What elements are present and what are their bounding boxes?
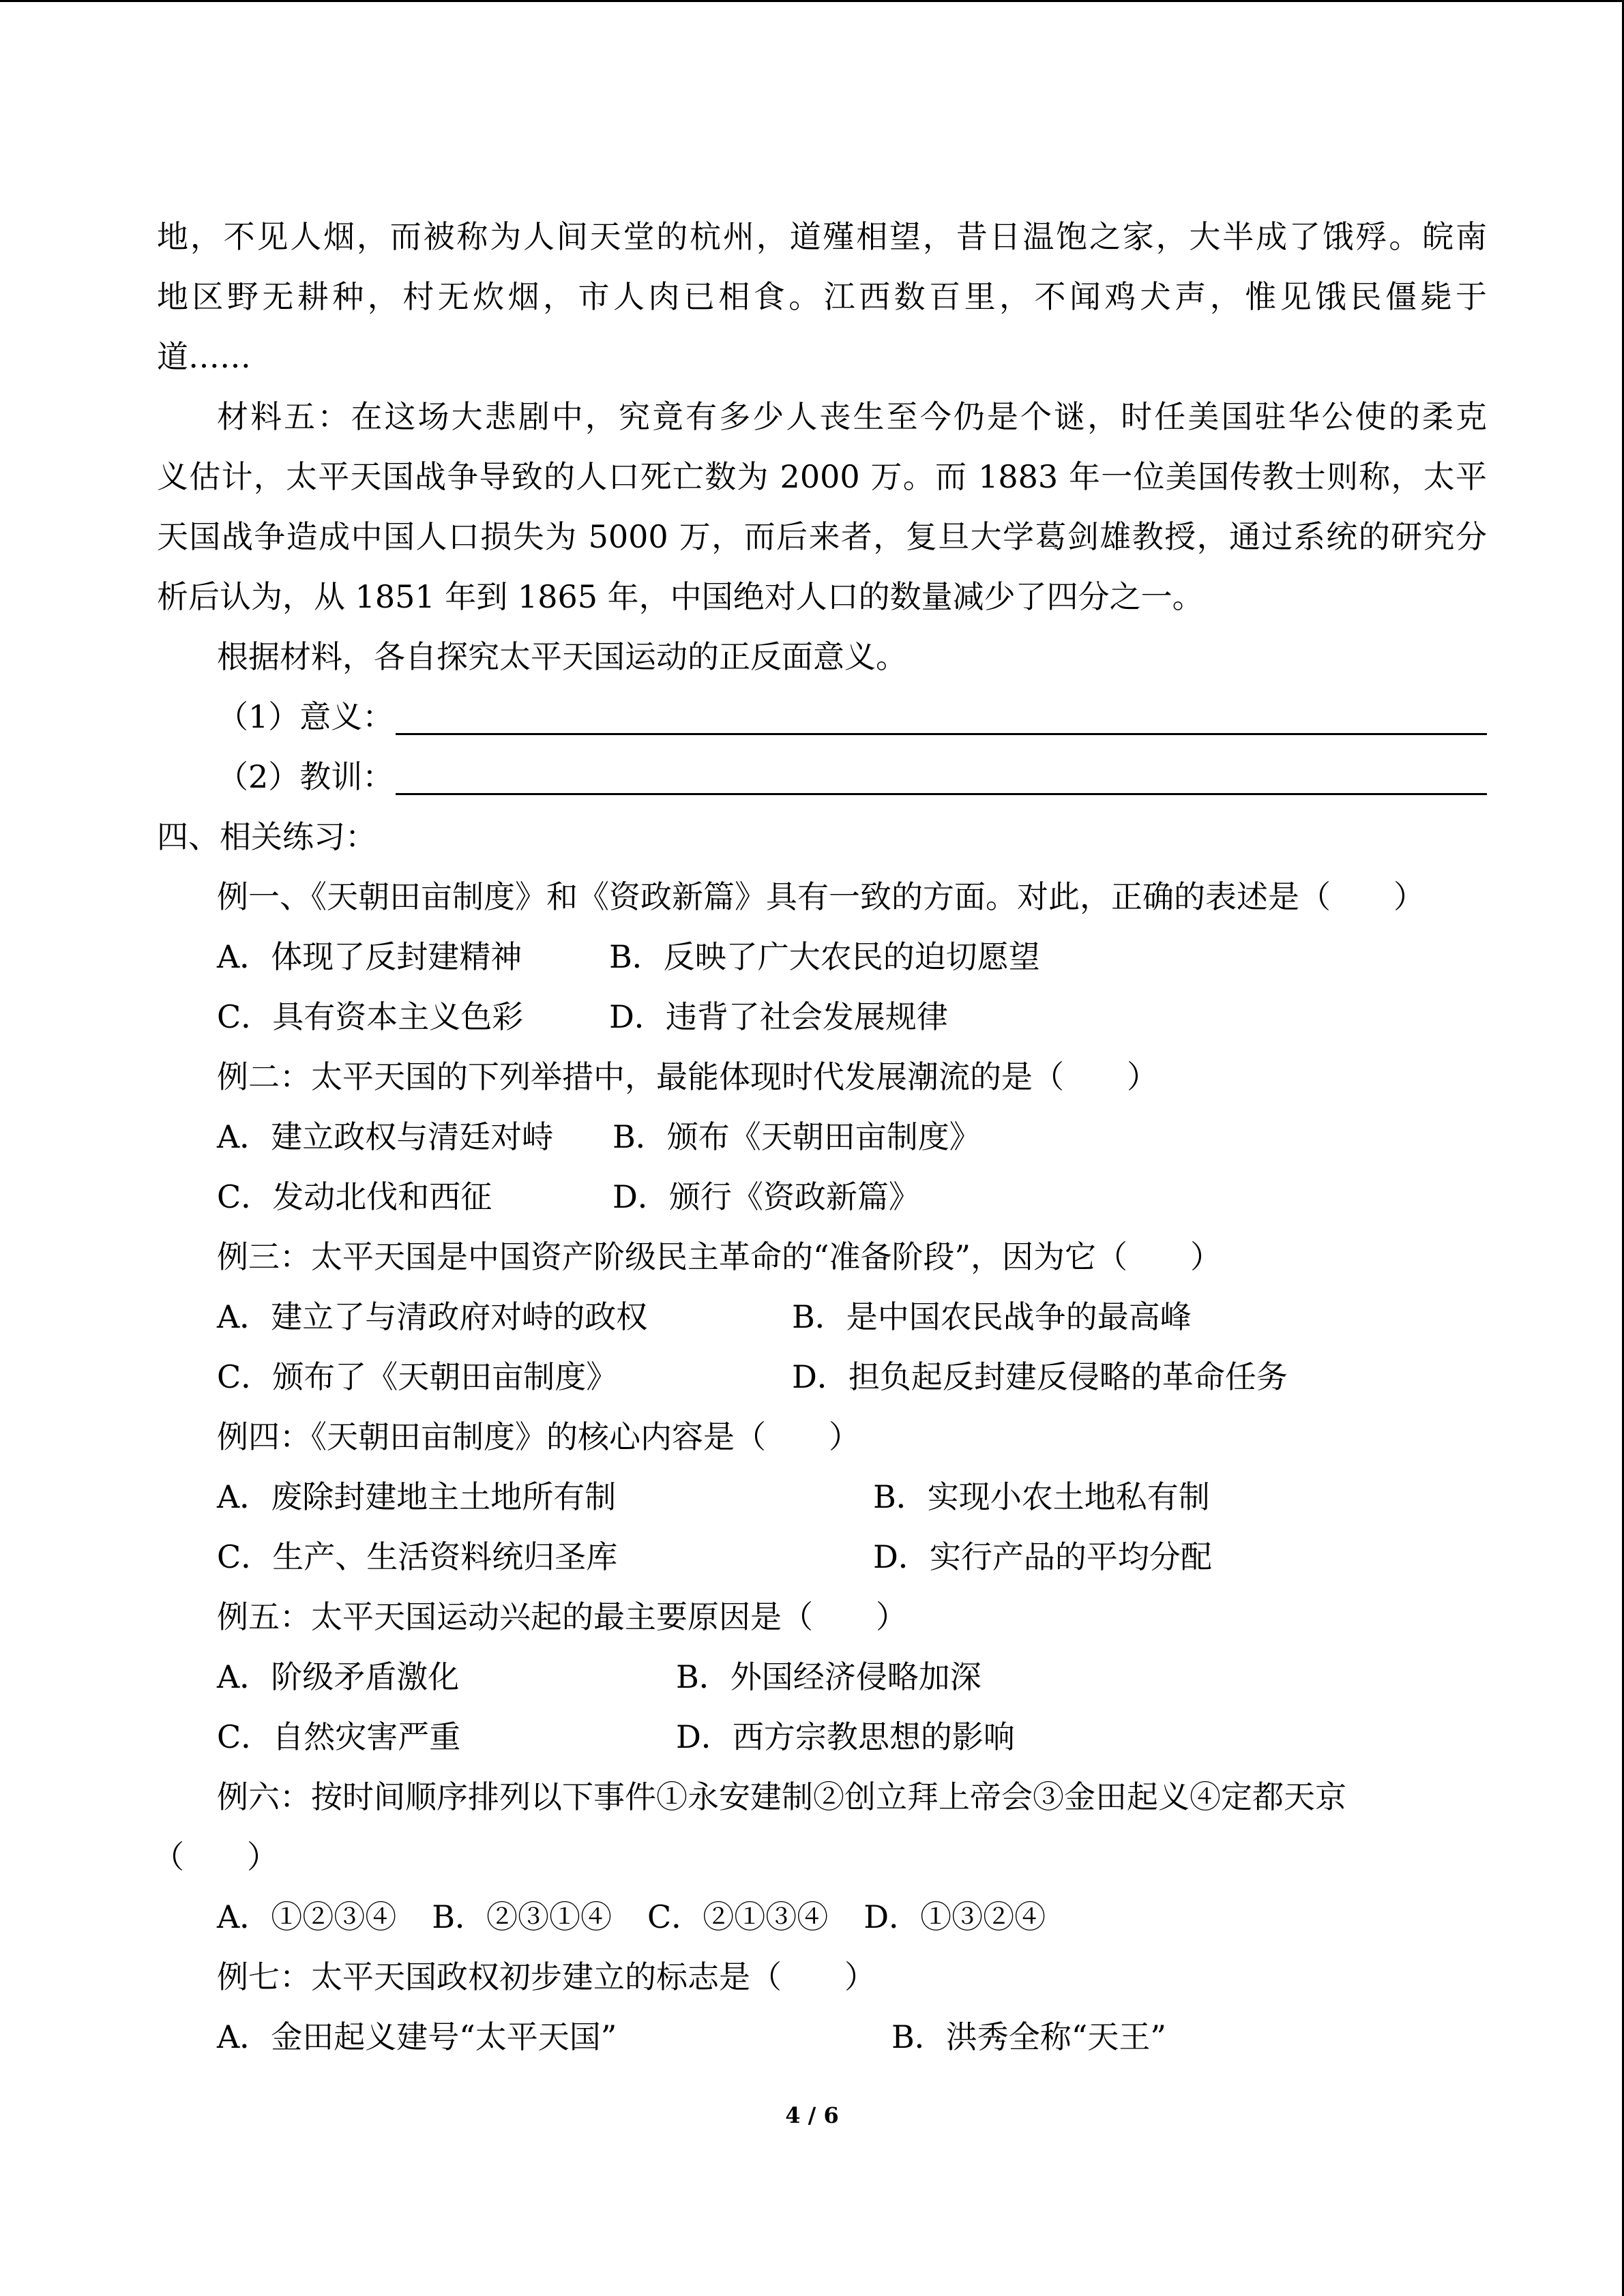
- option-b[interactable]: B．②③①④: [432, 1898, 612, 1935]
- material-five-line: 义估计，太平天国战争导致的人口死亡数为 2000 万。而 1883 年一位美国传教士则称，太平: [157, 458, 1487, 495]
- material-five-line: 析后认为，从 1851 年到 1865 年，中国绝对人口的数量减少了四分之一。: [157, 578, 1204, 615]
- option-c[interactable]: C．具有资本主义色彩: [217, 998, 524, 1035]
- option-c[interactable]: C．发动北伐和西征: [217, 1178, 492, 1215]
- option-b[interactable]: B．洪秀全称“天王”: [891, 2018, 1166, 2055]
- options-row: [157, 1707, 1487, 1767]
- options-row: [157, 1527, 1487, 1587]
- option-a[interactable]: A．废除封建地主土地所有制: [217, 1478, 617, 1515]
- task-instruction: 根据材料，各自探究太平天国运动的正反面意义。: [217, 638, 907, 675]
- question-stem: 例六：按时间顺序排列以下事件①永安建制②创立拜上帝会③金田起义④定都天京: [217, 1778, 1346, 1815]
- material-five-line: 天国战争造成中国人口损失为 5000 万，而后来者，复旦大学葛剑雄教授，通过系统的研究分: [157, 518, 1487, 555]
- options-row: [157, 1287, 1487, 1347]
- option-d[interactable]: D．西方宗教思想的影响: [676, 1718, 1015, 1755]
- options-row: [157, 1347, 1487, 1407]
- question-stem: 例四：《天朝田亩制度》的核心内容是（ ）: [217, 1418, 860, 1455]
- option-a[interactable]: A．①②③④: [217, 1898, 397, 1935]
- option-b[interactable]: B．是中国农民战争的最高峰: [792, 1298, 1192, 1335]
- option-d[interactable]: D．违背了社会发展规律: [609, 998, 948, 1035]
- option-c[interactable]: C．颁布了《天朝田亩制度》: [217, 1358, 618, 1395]
- answer-paren: （ ）: [153, 1838, 278, 1875]
- blank-label-significance: （1）意义：: [217, 698, 394, 735]
- paragraph-line: 道……: [157, 338, 251, 375]
- options-row: [157, 927, 1487, 987]
- question-stem: 例七：太平天国政权初步建立的标志是（ ）: [217, 1958, 876, 1995]
- paragraph-line: 地，不见人烟，而被称为人间天堂的杭州，道殣相望，昔日温饱之家，大半成了饿殍。皖南: [157, 218, 1487, 255]
- section-heading: 四、相关练习：: [157, 818, 377, 855]
- option-c[interactable]: C．②①③④: [647, 1898, 829, 1935]
- option-b[interactable]: B．外国经济侵略加深: [676, 1658, 981, 1695]
- option-c[interactable]: C．自然灾害严重: [217, 1718, 461, 1755]
- blank-label-lesson: （2）教训：: [217, 758, 394, 795]
- question-stem: 例二：太平天国的下列举措中，最能体现时代发展潮流的是（ ）: [217, 1058, 1158, 1095]
- option-b[interactable]: B．颁布《天朝田亩制度》: [612, 1118, 981, 1155]
- page-content: [153, 207, 1487, 2067]
- option-a[interactable]: A．建立政权与清廷对峙: [217, 1118, 554, 1155]
- options-row: [157, 1467, 1487, 1527]
- answer-underline[interactable]: [396, 793, 1487, 795]
- option-d[interactable]: D．①③②④: [863, 1898, 1046, 1935]
- option-d[interactable]: D．颁行《资政新篇》: [612, 1178, 920, 1215]
- option-c[interactable]: C．生产、生活资料统归圣库: [217, 1538, 618, 1575]
- option-a[interactable]: A．阶级矛盾激化: [217, 1658, 460, 1695]
- option-a[interactable]: A．建立了与清政府对峙的政权: [217, 1298, 648, 1335]
- options-row: [157, 1167, 1487, 1227]
- options-row: [157, 1647, 1487, 1707]
- option-a[interactable]: A．金田起义建号“太平天国”: [217, 2018, 617, 2055]
- option-a[interactable]: A．体现了反封建精神: [217, 938, 522, 975]
- option-d[interactable]: D．担负起反封建反侵略的革命任务: [792, 1358, 1288, 1395]
- question-stem: 例一、《天朝田亩制度》和《资政新篇》具有一致的方面。对此，正确的表述是（ ）: [217, 878, 1425, 915]
- option-d[interactable]: D．实行产品的平均分配: [873, 1538, 1212, 1575]
- answer-underline[interactable]: [396, 733, 1487, 735]
- answer-blank-significance[interactable]: [157, 687, 1487, 747]
- option-b[interactable]: B．实现小农土地私有制: [873, 1478, 1210, 1515]
- options-row: [157, 987, 1487, 1047]
- option-b[interactable]: B．反映了广大农民的迫切愿望: [609, 938, 1040, 975]
- page-number: 4 / 6: [785, 2102, 839, 2128]
- material-five-line: 材料五：在这场大悲剧中，究竟有多少人丧生至今仍是个谜，时任美国驻华公使的柔克: [217, 398, 1487, 435]
- options-row: [157, 1107, 1487, 1167]
- options-row: [157, 2007, 1487, 2067]
- paragraph-line: 地区野无耕种，村无炊烟，市人肉已相食。江西数百里，不闻鸡犬声，惟见饿民僵毙于: [157, 278, 1487, 315]
- question-stem: 例五：太平天国运动兴起的最主要原因是（ ）: [217, 1598, 907, 1635]
- question-stem: 例三：太平天国是中国资产阶级民主革命的“准备阶段”，因为它（ ）: [217, 1238, 1222, 1275]
- answer-blank-lesson[interactable]: [157, 747, 1487, 807]
- options-row: [157, 1887, 1487, 1947]
